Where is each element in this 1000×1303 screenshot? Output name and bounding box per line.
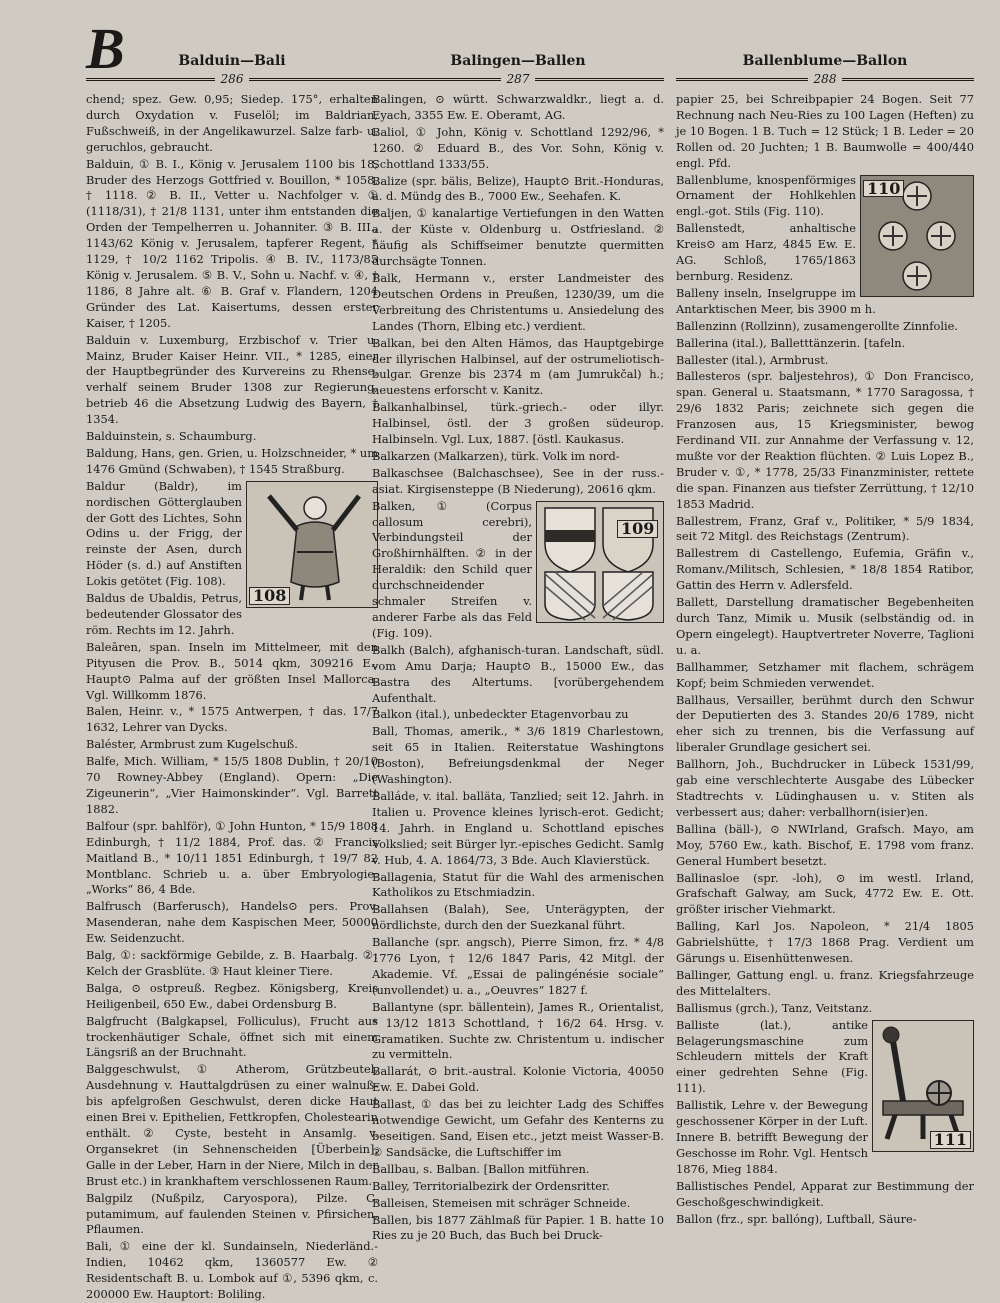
entry: Balkarzen (Malkarzen), türk. Volk im nord- [372, 448, 620, 463]
entry: Ballerina (ital.), Balletttänzerin. [tafeln. [676, 335, 906, 350]
entry: Balduin, ① B. I., König v. Jerusalem 1100 bis 18, Bruder des Herzogs Gottfried v. Bouillon, * 1058, † 1118. ② B. II., Vetter u. Nachfolger v. ① (1118/31), † 21/8 1131, unter ihm entstanden die Orden der Tempelherren u. Johanniter. ③ B. III., 1143/62 König v. Jerusalem, tapferer Regent, * 1129, † 10/2 1162 Tripolis. ④ B. IV., 1173/85 König v. Jerusalem. ⑤ B. V., Sohn u. Nachf. v. ④, † 1186, 8 Jahre alt. ⑥ B. Graf v. Flandern, 1204 Gründer des Lat. Kaisertums, dessen erster Kaiser, † 1205. [86, 156, 378, 330]
column-heading: Balduin—Bali [178, 53, 286, 69]
entry: Balgfrucht (Balgkapsel, Folliculus), Frucht aus trockenhäutiger Schale, öffnet sich mit einem Längsriß an der Bruchnaht. [86, 1013, 378, 1060]
entry: Ballenzinn (Rollzinn), zusamengerollte Zinnfolie. [676, 318, 958, 333]
column-3 [676, 50, 974, 1232]
entry: Ballantyne (spr. bällentein), James R., Orientalist, * 13/12 1813 Schottland, † 16/2 64. Hrsg. v. Gramatiken. Suchte zw. Christentum u. indischer zu vermitteln. [372, 999, 664, 1062]
figure-109-heraldic-shields [536, 501, 664, 623]
entry: Ballismus (grch.), Tanz, Veitstanz. [676, 1000, 873, 1015]
page-number-rule [372, 72, 664, 86]
figure-number: 109 [617, 520, 658, 538]
entry: Balfrusch (Barferusch), Handels⊙ pers. Prov. Masenderan, nahe dem Kaspischen Meer, 50000 Ew. Seidenzucht. [86, 899, 378, 946]
entry: Balken, ① (Corpus callosum cerebri), Verbindungsteil der Großhirnhälften. ② in der Heraldik: den Schild quer durchschneidender schmaler Streifen v. anderer Farbe als das Feld (Fig. 109). [372, 498, 532, 640]
entry: Ball, Thomas, amerik., * 3/6 1819 Charlestown, seit 65 in Italien. Reiterstatue Washingtons (Boston), Befreiungsdenkmal der Neger (Washington). [372, 724, 664, 787]
entry: Balliste (lat.), antike Belagerungsmaschine zum Schleudern mittels der Kraft einer gedrehten Sehne (Fig. 111). [676, 1017, 868, 1096]
figure-108-baldur [246, 481, 378, 608]
column-heading: Ballenblume—Ballon [742, 53, 908, 69]
entry: Ballhaus, Versailler, berühmt durch den Schwur der Deputierten des 3. Standes 20/6 1789, nicht eher sich zu trennen, bis die Verfassung auf liberaler Grundlage gesichert sei. [676, 692, 974, 755]
entry: Ballenblume, knospenförmiges Ornament der Hohlkehlen engl.-got. Stils (Fig. 110). [676, 172, 856, 219]
entry: Ballon (frz., spr. ballóng), Luftball, Säure- [676, 1211, 917, 1226]
column-2 [372, 50, 664, 1243]
entry: Balkh (Balch), afghanisch-turan. Landschaft, südl. vom Amu Darja; Haupt⊙ B., 15000 Ew., das Bastra des Altertums. [vorübergehendem Aufenthalt. [372, 642, 664, 705]
entry: Balk, Hermann v., erster Landmeister des Deutschen Ordens in Preußen, 1230/39, um die Verbreitung des Christentums u. Ansiedelung des Landes (Thorn, Elbing etc.) verdient. [372, 270, 664, 333]
entry: Baliol, ① John, König v. Schottland 1292/96, * 1260. ② Eduard B., des Vor. Sohn, König v. Schottland 1333/55. [372, 124, 664, 171]
entry: Ballett, Darstellung dramatischer Begebenheiten durch Tanz, Mimik u. Musik (selbständig od. in Opern eingelegt). Hauptvertreter Noverre, Taglioni u. a. [676, 595, 974, 657]
entry: Balleisen, Stemeisen mit schräger Schneide. [372, 1195, 631, 1210]
figure-111-ballista [872, 1020, 974, 1152]
entry: Balggeschwulst, ① Atherom, Grützbeutel, Ausdehnung v. Hauttalgdrüsen zu einer walnuß- bis apfelgroßen Geschwulst, deren dicke Haut einen Brei v. Epithelien, Fettkropfen, Cholestearin enthält. ② Cyste, besteht in Ansamlg. v. Organsekret (in Sehnenscheiden [Überbein], Galle in der Leber, Harn in der Niere, Milch in der Brust etc.) in krankhaftem verschlossenen Raum. [86, 1062, 378, 1188]
column-body [676, 92, 974, 1232]
entry: Ballen, bis 1877 Zählmaß für Papier. 1 B. hatte 10 Ries zu je 20 Buch, das Buch bei Druck- [372, 1212, 664, 1243]
page-number-rule [86, 72, 378, 86]
entry: Ballistisches Pendel, Apparat zur Bestimmung der Geschoßgeschwindigkeit. [676, 1178, 974, 1209]
entry: Balgpilz (Nußpilz, Caryospora), Pilze. C. putamimum, auf faulenden Steinen v. Pfirsichen, Pflaumen. [86, 1190, 378, 1237]
figure-110-ornament [860, 175, 974, 297]
entry: Balkon (ital.), unbedeckter Etagenvorbau zu [372, 707, 629, 722]
figure-number: 111 [930, 1131, 971, 1149]
entry: Baldung, Hans, gen. Grien, u. Holzschneider, * um 1476 Gmünd (Schwaben), † 1545 Straßburg. [86, 445, 378, 476]
entry: Balleny inseln, Inselgruppe im Antarktischen Meer, bis 3900 m h. [676, 285, 876, 316]
entry: Ballesteros (spr. baljestehros), ① Don Francisco, span. General u. Staatsmann, * 1770 Saragossa, † 29/6 1832 Paris; zeichnete sich gegen die Franzosen aus, 15 Kriegsminister, bewog Ferdinand VII. zur Annahme der Verfassung v. 12, mußte vor der Reaktion flüchten. ② Luis Lopez B., Bruder v. ①, * 1778, 25/33 Finanzminister, rettete die span. Finanzen aus tiefster Zerrüttung, † 12/10 1853 Madrid. [676, 369, 974, 511]
entry: Ballenstedt, anhaltische Kreis⊙ am Harz, 4845 Ew. E. AG. Schloß, 1765/1863 bernburg. Residenz. [676, 221, 856, 283]
entry: Ballbau, s. Balban. [Ballon mitführen. [372, 1161, 590, 1176]
page-number-rule [676, 72, 974, 86]
entry: Balize (spr. bälis, Belize), Haupt⊙ Brit.-Honduras, a. d. Mündg des B., 7000 Ew., Seehafen. K. [372, 173, 664, 204]
entry: Ballahsen (Balah), See, Unterägypten, der nördlichste, durch den der Suezkanal führt. [372, 902, 664, 933]
entry: Balkan, bei den Alten Hämos, das Hauptgebirge der illyrischen Halbinsel, auf der ostrumeliotisch-bulgar. Grenze bis 2374 m (am Jumrukčal) h.; neuestens erforscht v. Kanitz. [372, 335, 664, 398]
entry: Baléster, Armbrust zum Kugelschuß. [86, 737, 298, 752]
entry: Ballhammer, Setzhamer mit flachem, schrägem Kopf; beim Schmieden verwendet. [676, 659, 974, 690]
entry: Balduinstein, s. Schaumburg. [86, 429, 257, 444]
entry: Balingen, ⊙ württ. Schwarzwaldkr., liegt a. d. Eyach, 3355 Ew. E. Oberamt, AG. [372, 92, 664, 122]
entry: Balfe, Mich. William, * 15/5 1808 Dublin, † 20/10 70 Rowney-Abbey (England). Opern: „Die Zigeunerin“, „Vier Haimonskinder“. Vgl. Barrett 1882. [86, 754, 378, 816]
entry: papier 25, bei Schreibpapier 24 Bogen. Seit 77 Rechnung nach Neu-Ries zu 100 Lagen (Heften) zu je 10 Bogen. 1 B. Tuch = 12 Stück; 1 B. Leder = 20 Rollen od. 20 Juchten; 1 B. Baumwolle = 400/440 engl. Pfd. [676, 92, 974, 170]
page-number: 286 [220, 72, 244, 86]
entry: Ballestrem, Franz, Graf v., Politiker, * 5/9 1834, seit 72 Mitgl. des Reichstags (Zentrum). [676, 513, 974, 544]
entry: Ballast, ① das bei zu leichter Ladg des Schiffes notwendige Gewicht, um Gefahr des Kenterns zu beseitigen. Sand, Eisen etc., jetzt meist Wasser-B. ② Sandsäcke, die Luftschiffer im [372, 1097, 664, 1159]
entry: Baleāren, span. Inseln im Mittelmeer, mit den Pityusen die Prov. B., 5014 qkm, 309216 E., Haupt⊙ Palma auf der größten Insel Mallorca. Vgl. Willkomm 1876. [86, 639, 378, 702]
figure-number: 108 [249, 587, 290, 605]
entry: Balkanhalbinsel, türk.-griech.- oder illyr. Halbinsel, östl. der 3 großen südeurop. Halbinseln. Vgl. Lux, 1887. [östl. Kaukasus. [372, 400, 664, 447]
entry: Balen, Heinr. v., * 1575 Antwerpen, † das. 17/7 1632, Lehrer van Dycks. [86, 704, 378, 735]
entry: Balkaschsee (Balchaschsee), See in der russ.-asiat. Kirgisensteppe (B Niederung), 20616 qkm. [372, 465, 664, 496]
entry: Baljen, ① kanalartige Vertiefungen in den Watten a. der Küste v. Oldenburg u. Ostfriesland. ② häufig als Schiffseimer benutzte quermitten durchsägte Tonnen. [372, 206, 664, 269]
column-body [372, 92, 664, 1243]
section-letter: B [86, 16, 125, 81]
entry: Baldur (Baldr), im nordischen Götterglauben der Gott des Lichtes, Sohn Odins u. der Frigg, der reinste der Asen, durch Höder (s. d.) auf Anstiften Lokis getötet (Fig. 108). [86, 478, 242, 589]
entry: Ballestrem di Castellengo, Eufemia, Gräfin v., Romanv./Militsch, Schlesien, * 18/8 1854 Ratibor, Gattin des Herrn v. Adlersfeld. [676, 546, 974, 593]
entry: Ballhorn, Joh., Buchdrucker in Lübeck 1531/99, gab eine verschlechterte Ausgabe des Lübecker Stadtrechts v. Lüdinghausen u. v. Stiten als verbessert aus; daher: verballhorn(isier)en. [676, 757, 974, 819]
column-1 [86, 50, 378, 1302]
column-heading: Balingen—Ballen [450, 53, 586, 69]
entry: Ballinasloe (spr. -loh), ⊙ im westl. Irland, Grafschaft Galway, am Suck, 4772 Ew. E. Ott. größter irischer Viehmarkt. [676, 870, 974, 917]
entry: Baldus de Ubaldis, Petrus, bedeutender Glossator des röm. Rechts im 12. Jahrh. [86, 591, 242, 637]
entry: Balfour (spr. bahlför), ① John Hunton, * 15/9 1808 Edinburgh, † 11/2 1884, Prof. das. ② Francis Maitland B., * 10/11 1851 Edinburgh, † 19/7 82 Montblanc. Schrieb u. a. über Embryologie: „Works“ 86, 4 Bde. [86, 818, 378, 897]
column-body [86, 92, 378, 1302]
page-number: 288 [813, 72, 837, 86]
entry: Balg, ①: sackförmige Gebilde, z. B. Haarbalg. ②: Kelch der Grasblüte. ③ Haut kleiner Tiere. [86, 948, 378, 978]
entry: Ballistik, Lehre v. der Bewegung geschossener Körper in der Luft. Innere B. betrifft Bewegung der Geschosse im Rohr. Vgl. Hentsch 1876, Mieg 1884. [676, 1098, 868, 1176]
entry: Ballagenia, Statut für die Wahl des armenischen Katholikos zu Etschmiadzin. [372, 869, 664, 900]
entry: Ballanche (spr. angsch), Pierre Simon, frz. * 4/8 1776 Lyon, † 12/6 1847 Paris, 42 Mitgl. der Akademie. Vf. „Essai de palingénésie sociale“ (unvollendet) u. a., „Oeuvres“ 1827 f. [372, 935, 664, 997]
entry: Ballarát, ⊙ brit.-austral. Kolonie Victoria, 40050 Ew. E. Dabei Gold. [372, 1064, 664, 1095]
entry: Ballester (ital.), Armbrust. [676, 352, 829, 367]
entry: Balduin v. Luxemburg, Erzbischof v. Trier u. Mainz, Bruder Kaiser Heinr. VII., * 1285, einer der Hauptbegründer des Kurvereins zu Rhense, verhalf seinem Bruder 1308 zur Regierung, betrieb 46 die Absetzung Ludwig des Bayern, † 1354. [86, 332, 378, 427]
entry: Balley, Territorialbezirk der Ordensritter. [372, 1178, 610, 1193]
entry: Bali, ① eine der kl. Sundainseln, Niederländ.-Indien, 10462 qkm, 1360577 Ew. ② Residentschaft B. u. Lombok auf ①, 5396 qkm, c. 200000 Ew. Hauptort: Boliling. [86, 1239, 378, 1302]
entry: chend; spez. Gew. 0,95; Siedep. 175°, erhalten durch Oxydation v. Fuselöl; im Baldrian, Fußschweiß, in der Angelikawurzel. Salze farb- u. geruchlos, gebraucht. [86, 92, 378, 154]
entry: Balga, ⊙ ostpreuß. Regbez. Königsberg, Kreis Heiligenbeil, 650 Ew., dabei Ordensburg B. [86, 980, 378, 1011]
entry: Ballinger, Gattung engl. u. franz. Kriegsfahrzeuge des Mittelalters. [676, 967, 974, 998]
figure-number: 110 [863, 180, 904, 198]
page-number: 287 [506, 72, 530, 86]
entry: Ballina (bäll-), ⊙ NWIrland, Grafsch. Mayo, am Moy, 5760 Ew., kath. Bischof, E. 1798 vom franz. General Humbert besetzt. [676, 821, 974, 868]
entry: Balling, Karl Jos. Napoleon, * 21/4 1805 Gabrielshütte, † 17/3 1868 Prag. Verdient um Gärungs u. Eisenhüttenwesen. [676, 919, 974, 966]
entry: Balláde, v. ital. balläta, Tanzlied; seit 12. Jahrh. in Italien u. Provence kleines lyrisch-erot. Gedicht; 14. Jahrh. in England u. Schottland episches Volkslied; seit Bürger lyr.-episches Gedicht. Samlg v. Hub, 4. A. 1864/73, 3 Bde. Auch Klavierstück. [372, 788, 664, 867]
